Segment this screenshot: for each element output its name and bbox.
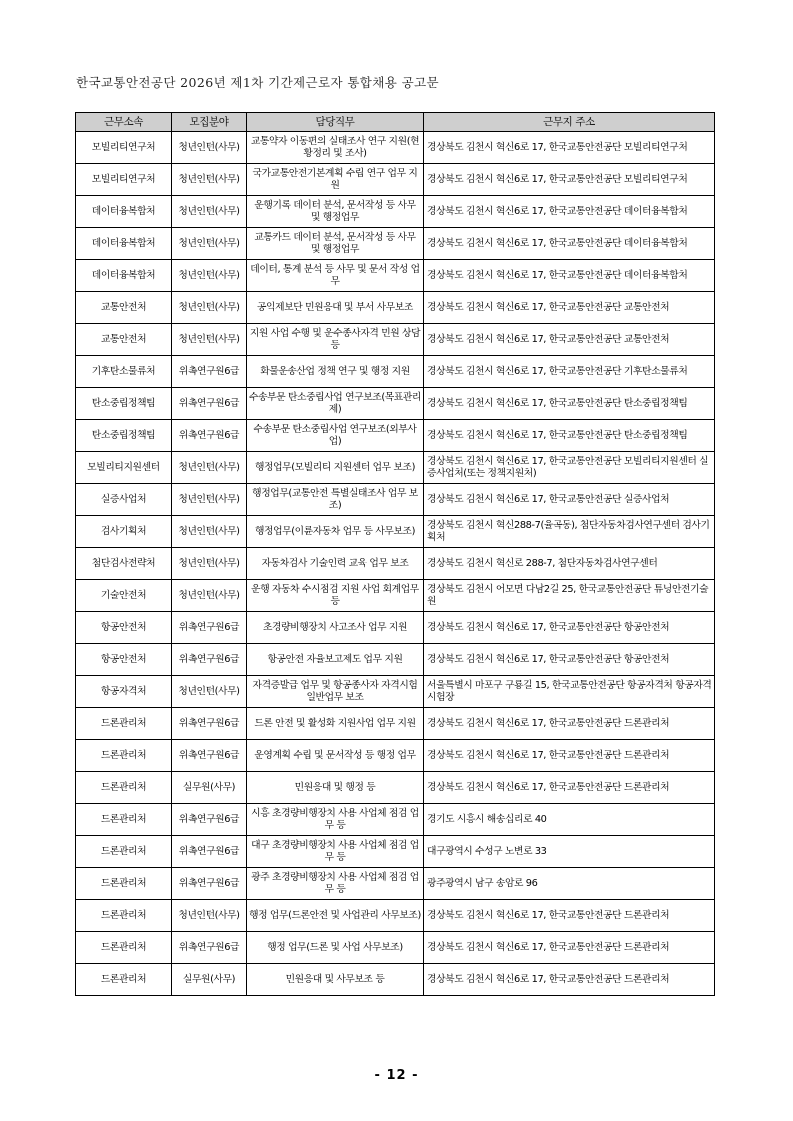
duty-cell: 화물운송산업 정책 연구 및 행정 지원: [247, 356, 424, 388]
table-row: [76, 388, 715, 420]
table-row: [76, 324, 715, 356]
department-cell: 드론관리처: [76, 836, 172, 868]
field-cell: 위촉연구원6급: [172, 708, 247, 740]
field-cell: 청년인턴(사무): [172, 196, 247, 228]
address-cell: 경상북도 김천시 혁신6로 17, 한국교통안전공단 드론관리처: [424, 740, 715, 772]
address-cell: 경상북도 김천시 혁신6로 17, 한국교통안전공단 모빌리티연구처: [424, 132, 715, 164]
address-cell: 경상북도 김천시 어모면 다남2길 25, 한국교통안전공단 튜닝안전기술원: [424, 580, 715, 612]
address-cell: 경상북도 김천시 혁신6로 17, 한국교통안전공단 드론관리처: [424, 772, 715, 804]
address-cell: 경상북도 김천시 혁신6로 17, 한국교통안전공단 드론관리처: [424, 932, 715, 964]
department-cell: 교통안전처: [76, 324, 172, 356]
department-cell: 드론관리처: [76, 804, 172, 836]
table-row: [76, 260, 715, 292]
field-cell: 청년인턴(사무): [172, 164, 247, 196]
duty-cell: 행정업무(이륜자동차 업무 등 사무보조): [247, 516, 424, 548]
table-row: [76, 484, 715, 516]
duty-cell: 행정 업무(드론안전 및 사업관리 사무보조): [247, 900, 424, 932]
field-cell: 실무원(사무): [172, 964, 247, 996]
duty-cell: 공익제보단 민원응대 및 부서 사무보조: [247, 292, 424, 324]
table-body: [76, 132, 715, 996]
duty-cell: 민원응대 및 사무보조 등: [247, 964, 424, 996]
duty-cell: 광주 초경량비행장치 사용 사업체 점검 업무 등: [247, 868, 424, 900]
address-cell: 경상북도 김천시 혁신6로 17, 한국교통안전공단 탄소중립정책팀: [424, 420, 715, 452]
table-row: [76, 740, 715, 772]
department-cell: 모빌리티연구처: [76, 164, 172, 196]
table-header-row: [76, 113, 715, 132]
duty-cell: 운행기록 데이터 분석, 문서작성 등 사무 및 행정업무: [247, 196, 424, 228]
table-row: [76, 548, 715, 580]
address-cell: 경상북도 김천시 혁신6로 17, 한국교통안전공단 모빌리티연구처: [424, 164, 715, 196]
field-cell: 청년인턴(사무): [172, 900, 247, 932]
table-row: [76, 964, 715, 996]
header-recruitment-field: 모집분야: [172, 113, 247, 132]
address-cell: 광주광역시 남구 송암로 96: [424, 868, 715, 900]
field-cell: 청년인턴(사무): [172, 132, 247, 164]
document-header: 한국교통안전공단 2026년 제1차 기간제근로자 통합채용 공고문: [76, 75, 440, 90]
page-number: - 12 -: [374, 1068, 419, 1083]
duty-cell: 수송부문 탄소중립사업 연구보조(목표관리제): [247, 388, 424, 420]
field-cell: 청년인턴(사무): [172, 580, 247, 612]
duty-cell: 초경량비행장치 사고조사 업무 지원: [247, 612, 424, 644]
table-row: [76, 612, 715, 644]
address-cell: 경상북도 김천시 혁신6로 17, 한국교통안전공단 드론관리처: [424, 964, 715, 996]
table-row: [76, 228, 715, 260]
address-cell: 대구광역시 수성구 노변로 33: [424, 836, 715, 868]
duty-cell: 시흥 초경량비행장치 사용 사업체 점검 업무 등: [247, 804, 424, 836]
header-work-address: 근무지 주소: [424, 113, 715, 132]
department-cell: 데이터융복합처: [76, 260, 172, 292]
header-work-department: 근무소속: [76, 113, 172, 132]
address-cell: 경상북도 김천시 혁신로 288-7, 첨단자동차검사연구센터: [424, 548, 715, 580]
table-row: [76, 452, 715, 484]
field-cell: 위촉연구원6급: [172, 420, 247, 452]
field-cell: 청년인턴(사무): [172, 516, 247, 548]
department-cell: 데이터융복합처: [76, 228, 172, 260]
address-cell: 경상북도 김천시 혁신6로 17, 한국교통안전공단 데이터융복합처: [424, 196, 715, 228]
field-cell: 청년인턴(사무): [172, 292, 247, 324]
table-row: [76, 804, 715, 836]
table-row: [76, 196, 715, 228]
address-cell: 경상북도 김천시 혁신6로 17, 한국교통안전공단 탄소중립정책팀: [424, 388, 715, 420]
recruitment-table: [75, 112, 715, 996]
department-cell: 항공자격처: [76, 676, 172, 708]
duty-cell: 행정업무(모빌리티 지원센터 업무 보조): [247, 452, 424, 484]
field-cell: 위촉연구원6급: [172, 388, 247, 420]
duty-cell: 자격증발급 업무 및 항공종사자 자격시험 일반업무 보조: [247, 676, 424, 708]
table-row: [76, 164, 715, 196]
address-cell: 경기도 시흥시 해송십리로 40: [424, 804, 715, 836]
duty-cell: 데이터, 통계 분석 등 사무 및 문서 작성 업무: [247, 260, 424, 292]
duty-cell: 자동차검사 기술인력 교육 업무 보조: [247, 548, 424, 580]
address-cell: 경상북도 김천시 혁신6로 17, 한국교통안전공단 실증사업처: [424, 484, 715, 516]
field-cell: 위촉연구원6급: [172, 644, 247, 676]
department-cell: 모빌리티연구처: [76, 132, 172, 164]
table-row: [76, 772, 715, 804]
field-cell: 청년인턴(사무): [172, 324, 247, 356]
table-row: [76, 868, 715, 900]
field-cell: 청년인턴(사무): [172, 676, 247, 708]
duty-cell: 국가교통안전기본계획 수립 연구 업무 지원: [247, 164, 424, 196]
department-cell: 드론관리처: [76, 932, 172, 964]
table-row: [76, 708, 715, 740]
department-cell: 실증사업처: [76, 484, 172, 516]
field-cell: 위촉연구원6급: [172, 804, 247, 836]
address-cell: 경상북도 김천시 혁신288-7(율곡동), 첨단자동차검사연구센터 검사기획처: [424, 516, 715, 548]
duty-cell: 행정업무(교통안전 특별실태조사 업무 보조): [247, 484, 424, 516]
field-cell: 위촉연구원6급: [172, 356, 247, 388]
table-row: [76, 900, 715, 932]
address-cell: 경상북도 김천시 혁신6로 17, 한국교통안전공단 드론관리처: [424, 900, 715, 932]
address-cell: 경상북도 김천시 혁신6로 17, 한국교통안전공단 데이터융복합처: [424, 260, 715, 292]
table-row: [76, 516, 715, 548]
address-cell: 경상북도 김천시 혁신6로 17, 한국교통안전공단 드론관리처: [424, 708, 715, 740]
table-row: [76, 932, 715, 964]
address-cell: 경상북도 김천시 혁신6로 17, 한국교통안전공단 데이터융복합처: [424, 228, 715, 260]
address-cell: 경상북도 김천시 혁신6로 17, 한국교통안전공단 교통안전처: [424, 292, 715, 324]
department-cell: 모빌리티지원센터: [76, 452, 172, 484]
department-cell: 기술안전처: [76, 580, 172, 612]
duty-cell: 드론 안전 및 활성화 지원사업 업무 지원: [247, 708, 424, 740]
department-cell: 탄소중립정책팀: [76, 420, 172, 452]
department-cell: 드론관리처: [76, 708, 172, 740]
field-cell: 위촉연구원6급: [172, 740, 247, 772]
field-cell: 실무원(사무): [172, 772, 247, 804]
address-cell: 서울특별시 마포구 구룡길 15, 한국교통안전공단 항공자격처 항공자격시험장: [424, 676, 715, 708]
table-row: [76, 132, 715, 164]
department-cell: 항공안전처: [76, 644, 172, 676]
department-cell: 드론관리처: [76, 964, 172, 996]
duty-cell: 운영계획 수립 및 문서작성 등 행정 업무: [247, 740, 424, 772]
address-cell: 경상북도 김천시 혁신6로 17, 한국교통안전공단 모빌리티지원센터 실증사업처(또는 정책지원처): [424, 452, 715, 484]
field-cell: 청년인턴(사무): [172, 484, 247, 516]
department-cell: 드론관리처: [76, 772, 172, 804]
field-cell: 청년인턴(사무): [172, 452, 247, 484]
table-row: [76, 644, 715, 676]
field-cell: 위촉연구원6급: [172, 868, 247, 900]
table-row: [76, 420, 715, 452]
duty-cell: 지원 사업 수행 및 운수종사자격 민원 상담 등: [247, 324, 424, 356]
field-cell: 청년인턴(사무): [172, 228, 247, 260]
field-cell: 청년인턴(사무): [172, 260, 247, 292]
department-cell: 탄소중립정책팀: [76, 388, 172, 420]
duty-cell: 운행 자동차 수시점검 지원 사업 회계업무 등: [247, 580, 424, 612]
field-cell: 위촉연구원6급: [172, 932, 247, 964]
field-cell: 위촉연구원6급: [172, 836, 247, 868]
table-row: [76, 356, 715, 388]
field-cell: 위촉연구원6급: [172, 612, 247, 644]
department-cell: 기후탄소물류처: [76, 356, 172, 388]
table-row: [76, 676, 715, 708]
address-cell: 경상북도 김천시 혁신6로 17, 한국교통안전공단 기후탄소물류처: [424, 356, 715, 388]
department-cell: 항공안전처: [76, 612, 172, 644]
department-cell: 첨단검사전략처: [76, 548, 172, 580]
duty-cell: 행정 업무(드론 및 사업 사무보조): [247, 932, 424, 964]
department-cell: 데이터융복합처: [76, 196, 172, 228]
duty-cell: 대구 초경량비행장치 사용 사업체 점검 업무 등: [247, 836, 424, 868]
department-cell: 드론관리처: [76, 740, 172, 772]
department-cell: 드론관리처: [76, 900, 172, 932]
department-cell: 교통안전처: [76, 292, 172, 324]
duty-cell: 민원응대 및 행정 등: [247, 772, 424, 804]
address-cell: 경상북도 김천시 혁신6로 17, 한국교통안전공단 항공안전처: [424, 644, 715, 676]
field-cell: 청년인턴(사무): [172, 548, 247, 580]
duty-cell: 교통약자 이동편의 실태조사 연구 지원(현황정리 및 조사): [247, 132, 424, 164]
duty-cell: 항공안전 자율보고제도 업무 지원: [247, 644, 424, 676]
department-cell: 검사기획처: [76, 516, 172, 548]
department-cell: 드론관리처: [76, 868, 172, 900]
duty-cell: 수송부문 탄소중립사업 연구보조(외부사업): [247, 420, 424, 452]
table-row: [76, 292, 715, 324]
table-row: [76, 580, 715, 612]
address-cell: 경상북도 김천시 혁신6로 17, 한국교통안전공단 교통안전처: [424, 324, 715, 356]
header-duty: 담당직무: [247, 113, 424, 132]
table-header: [76, 113, 715, 132]
duty-cell: 교통카드 데이터 분석, 문서작성 등 사무 및 행정업무: [247, 228, 424, 260]
table-row: [76, 836, 715, 868]
address-cell: 경상북도 김천시 혁신6로 17, 한국교통안전공단 항공안전처: [424, 612, 715, 644]
